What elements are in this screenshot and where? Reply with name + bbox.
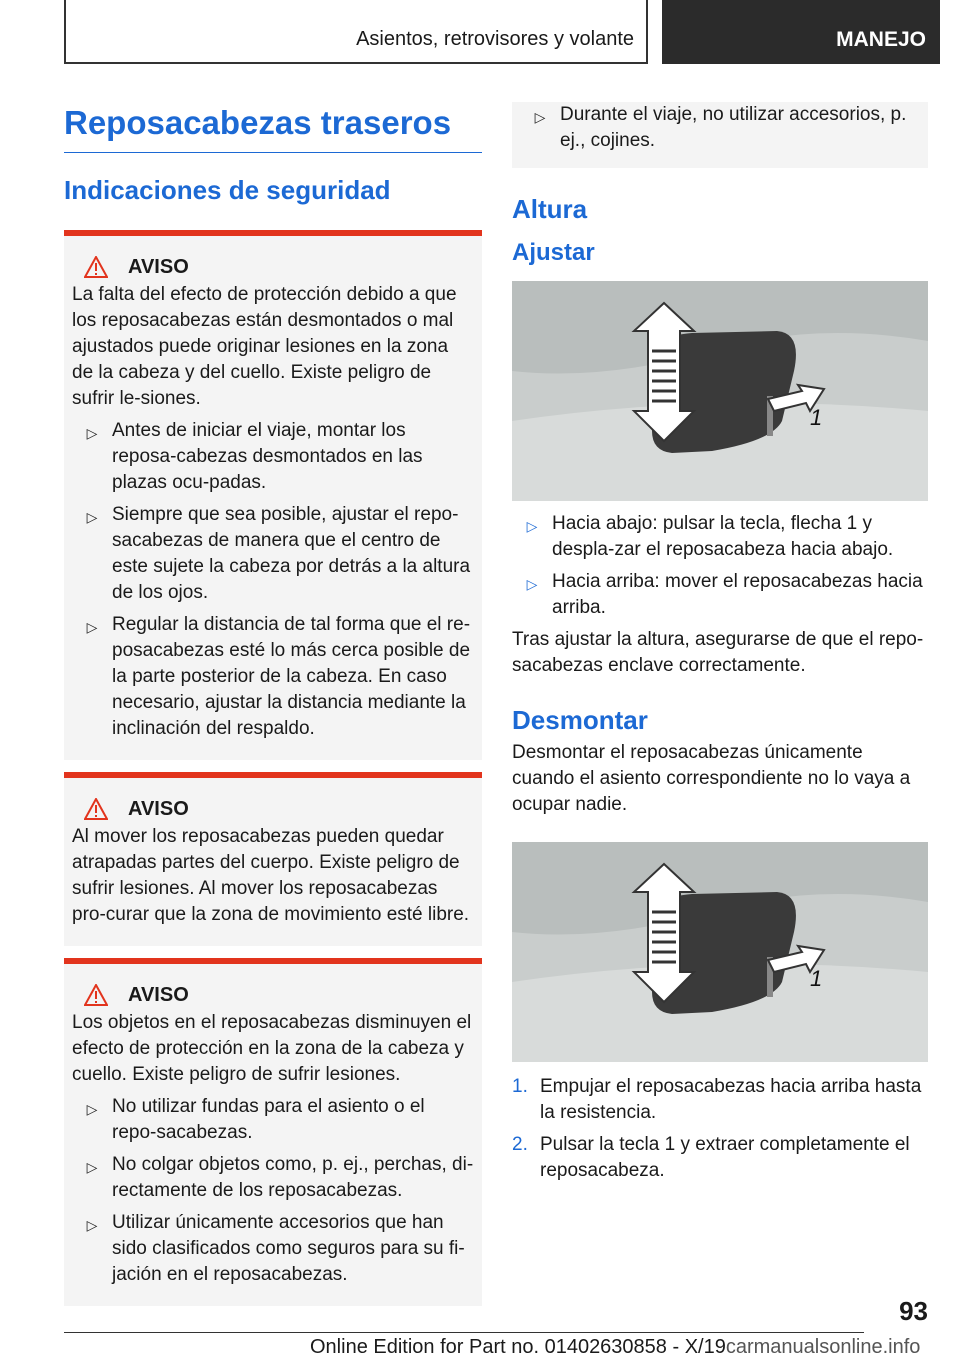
subsection-title-ajustar: Ajustar [512,239,595,266]
list-item [512,1132,928,1184]
triangle-bullet-icon: ▷ [86,509,98,525]
list-item-text: Pulsar la tecla 1 y extraer completamente el reposacabeza. [540,1134,910,1181]
section-title: Indicaciones de seguridad [64,175,391,205]
list-item [512,511,928,563]
triangle-bullet-icon: ▷ [86,1159,98,1175]
list-item-text: No utilizar fundas para el asiento o el repo-sacabezas. [112,1096,425,1143]
warning-triangle-icon [84,798,108,820]
list-item-text: No colgar objetos como, p. ej., perchas, di-rectamente de los reposacabezas. [112,1154,474,1201]
section-title-altura: Altura [512,194,588,224]
triangle-bullet-icon: ▷ [86,1101,98,1117]
paragraph: Tras ajustar la altura, asegurarse de que el repo-sacabezas enclave correctamente. [512,629,924,676]
section-title-desmontar: Desmontar [512,705,648,735]
header-chapter-tab [662,0,940,64]
watermark-text: carmanualsonline.info [725,1336,921,1358]
footer-edition [310,1336,920,1359]
list-item [72,1152,474,1204]
warning-triangle-icon [84,984,108,1006]
list-item [72,1094,474,1146]
notice-label: AVISO [128,984,189,1006]
headrest-photo-desmontar [512,842,928,1062]
triangle-bullet-icon: ▷ [526,518,538,534]
list-item-text: Antes de iniciar el viaje, montar los reposa-cabezas desmontados en las plazas ocu-padas. [112,420,423,493]
list-item-text: Hacia abajo: pulsar la tecla, flecha 1 y despla-zar el reposacabeza hacia abajo. [552,513,894,560]
notice-label: AVISO [128,798,189,820]
step-number: 2. [512,1134,528,1155]
notice-text: La falta del efecto de protección debido a que los reposacabezas están desmontados o mal ajustados puede originar lesiones en la zona de la cabeza y del cuello. Existe peligro de sufrir le-siones. [72,284,457,409]
triangle-bullet-icon: ▷ [86,1217,98,1233]
warning-notice-1 [64,230,482,760]
notice-header [84,796,474,822]
list-item-text: Utilizar únicamente accesorios que han sido clasificados como seguros para su fi-jación en el reposacabezas. [112,1212,465,1285]
warning-notice-3-continued [512,102,928,168]
list-item [72,612,474,742]
list-item-text: Siempre que sea posible, ajustar el repo-sacabezas de manera que el centro de este sujete la cabeza por detrás a la altura de los ojos. [112,504,471,603]
warning-triangle-icon [84,256,108,278]
left-column [64,100,482,1306]
notice-text: Los objetos en el reposacabezas disminuyen el efecto de protección en la zona de la cabeza y cuello. Existe peligro de sufrir lesiones. [72,1012,472,1085]
photo-callout-1: 1 [810,405,823,430]
paragraph: Desmontar el reposacabezas únicamente cuando el asiento correspondiente no lo vaya a ocupar nadie. [512,742,911,815]
edition-text: Online Edition for Part no. 01402630858 - X/19 [310,1336,726,1358]
list-item [520,102,920,154]
list-item-text: Hacia arriba: mover el reposacabezas hacia arriba. [552,571,923,618]
list-item-text: Regular la distancia de tal forma que el re-posacabezas esté lo más cerca posible de la parte posterior de la cabeza. En caso necesario, ajustar la distancia mediante la inclinación del respaldo. [112,614,471,739]
list-item [512,1074,928,1126]
header-chapter-title: MANEJO [836,28,926,51]
right-column [512,100,928,1184]
list-item-text: Empujar el reposacabezas hacia arriba hasta la resistencia. [540,1076,922,1123]
header-section-title: Asientos, retrovisores y volante [356,28,634,50]
list-item [512,569,928,621]
list-item [72,1210,474,1288]
header-section-tab [64,0,648,64]
warning-notice-2 [64,772,482,946]
step-number: 1. [512,1076,528,1097]
list-item [72,502,474,606]
headrest-photo-ajustar [512,281,928,501]
triangle-bullet-icon: ▷ [86,425,98,441]
triangle-bullet-icon: ▷ [534,109,546,125]
page-number: 93 [899,1296,928,1326]
list-item-text: Durante el viaje, no utilizar accesorios, p. ej., cojines. [560,104,907,151]
triangle-bullet-icon: ▷ [86,619,98,635]
page-title: Reposacabezas traseros [64,104,482,153]
notice-text: Al mover los reposacabezas pueden quedar atrapadas partes del cuerpo. Existe peligro de sufrir lesiones. Al mover los reposacabezas pro-curar que la zona de movimiento esté libre. [72,826,470,925]
photo-callout-1: 1 [810,966,823,991]
footer-divider [64,1332,864,1333]
notice-header [84,254,474,280]
warning-notice-3 [64,958,482,1306]
notice-header [84,982,474,1008]
triangle-bullet-icon: ▷ [526,576,538,592]
notice-label: AVISO [128,256,189,278]
list-item [72,418,474,496]
